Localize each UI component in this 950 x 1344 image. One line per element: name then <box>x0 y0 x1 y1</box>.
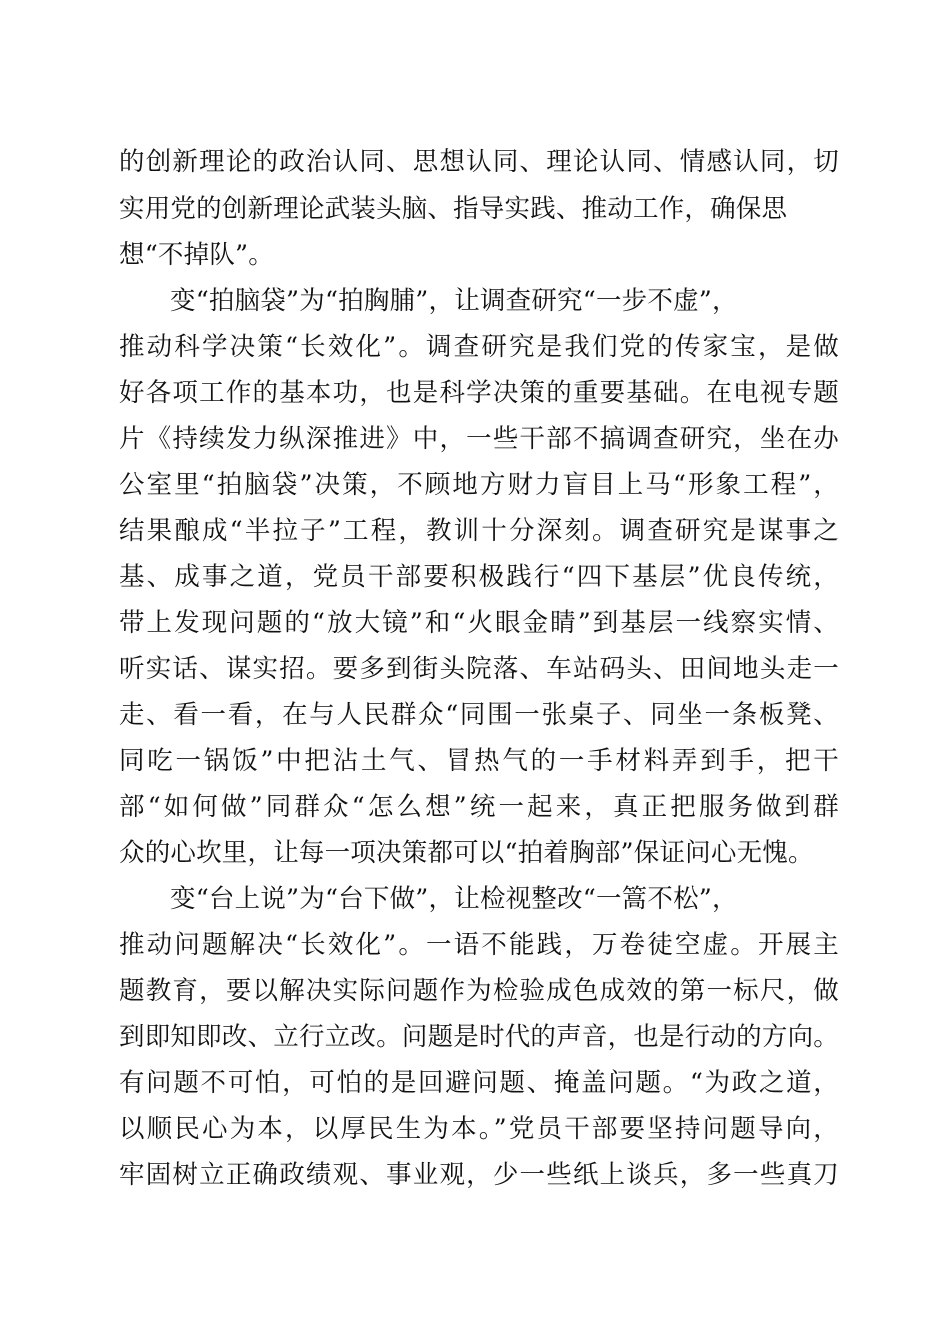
text-line: 想“不掉队”。 <box>119 240 274 270</box>
text-line: 好各项工作的基本功，也是科学决策的重要基础。在电视专题 <box>119 378 839 408</box>
text-line: 实用党的创新理论武装头脑、指导实践、推动工作，确保思 <box>119 194 788 224</box>
paragraph-start-line: 变“台上说”为“台下做”，让检视整改“一篙不松”， <box>170 884 738 914</box>
text-line: 以顺民心为本，以厚民生为本。”党员干部要坚持问题导向， <box>119 1114 839 1144</box>
text-line: 同吃一锅饭”中把沾土气、冒热气的一手材料弄到手，把干 <box>119 746 839 776</box>
text-line: 推动问题解决“长效化”。一语不能践，万卷徒空虚。开展主 <box>119 930 839 960</box>
text-line: 的创新理论的政治认同、思想认同、理论认同、情感认同，切 <box>119 147 839 177</box>
text-line: 带上发现问题的“放大镜”和“火眼金睛”到基层一线察实情、 <box>119 608 839 638</box>
text-line: 片《持续发力纵深推进》中，一些干部不搞调查研究，坐在办 <box>119 424 839 454</box>
text-line: 牢固树立正确政绩观、事业观，少一些纸上谈兵，多一些真刀 <box>119 1160 839 1190</box>
text-line: 结果酿成“半拉子”工程，教训十分深刻。调查研究是谋事之 <box>119 516 839 546</box>
text-line: 走、看一看，在与人民群众“同围一张桌子、同坐一条板凳、 <box>119 700 839 730</box>
text-line: 题教育，要以解决实际问题作为检验成色成效的第一标尺，做 <box>119 976 839 1006</box>
paragraph-start-line: 变“拍脑袋”为“拍胸脯”，让调查研究“一步不虚”， <box>170 286 738 316</box>
text-line: 到即知即改、立行立改。问题是时代的声音，也是行动的方向。 <box>119 1022 839 1052</box>
text-line: 部“如何做”同群众“怎么想”统一起来，真正把服务做到群 <box>119 792 839 822</box>
text-line: 基、成事之道，党员干部要积极践行“四下基层”优良传统， <box>119 562 839 592</box>
text-line: 有问题不可怕，可怕的是回避问题、掩盖问题。“为政之道， <box>119 1068 839 1098</box>
text-line: 公室里“拍脑袋”决策，不顾地方财力盲目上马“形象工程”， <box>119 470 839 500</box>
text-line: 众的心坎里，让每一项决策都可以“拍着胸部”保证问心无愧。 <box>119 838 814 868</box>
text-line: 听实话、谋实招。要多到街头院落、车站码头、田间地头走一 <box>119 654 839 684</box>
text-line: 推动科学决策“长效化”。调查研究是我们党的传家宝，是做 <box>119 332 839 362</box>
